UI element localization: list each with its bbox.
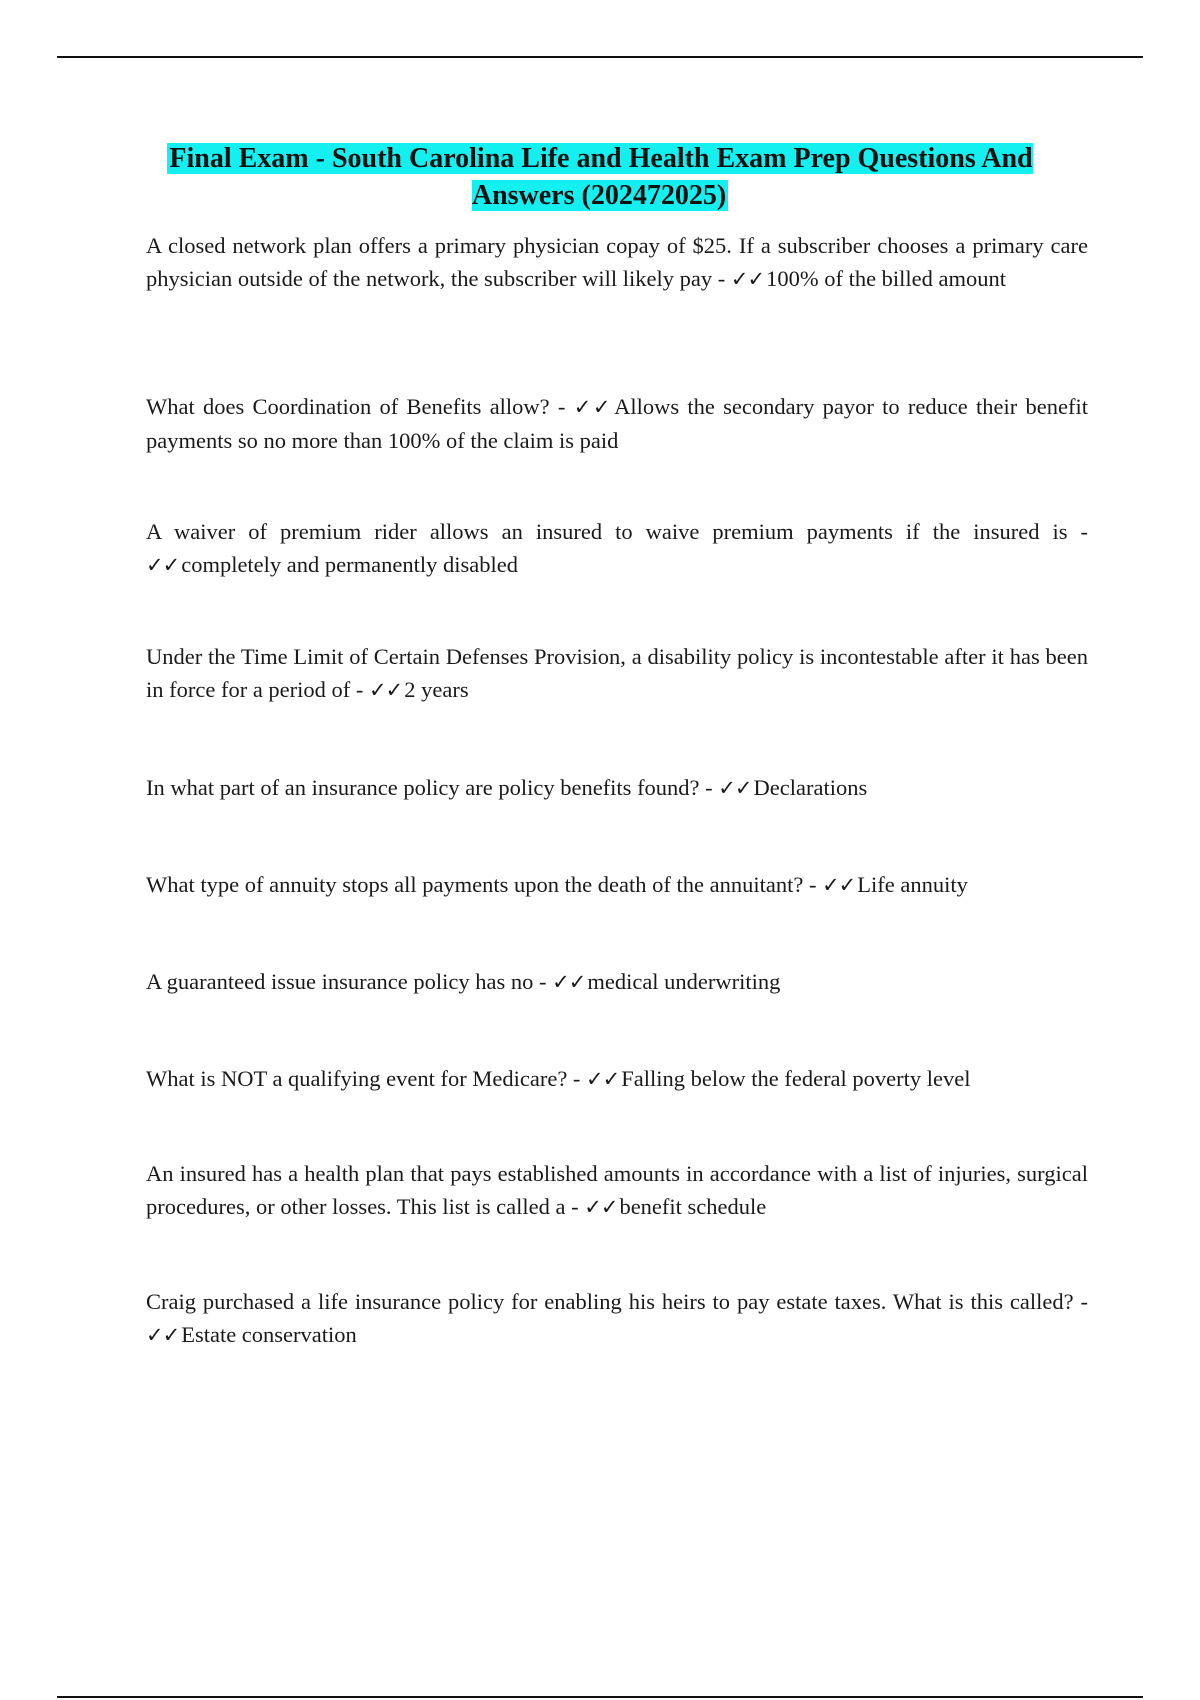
- qa-item-10: [146, 1285, 1088, 1352]
- question-text: Under the Time Limit of Certain Defenses Provision, a disability policy is incontestable after it has been in force for a period of -: [146, 644, 1088, 702]
- question-text: What does Coordination of Benefits allow? -: [146, 394, 566, 419]
- answer-text: medical underwriting: [587, 969, 781, 994]
- question-text: Craig purchased a life insurance policy for enabling his heirs to pay estate taxes. What is this called? -: [146, 1289, 1088, 1314]
- qa-item-5: [146, 771, 1088, 805]
- qa-item-7: [146, 965, 1088, 999]
- double-check-icon: ✓✓: [552, 970, 586, 994]
- qa-item-4: [146, 640, 1088, 707]
- answer-text: 2 years: [404, 677, 469, 702]
- answer-text: Estate conservation: [181, 1322, 357, 1347]
- qa-item-9: [146, 1157, 1088, 1224]
- answer-text: Allows the secondary payor to reduce their benefit payments so no more than 100% of the claim is paid: [146, 394, 1088, 453]
- qa-item-8: [146, 1062, 1088, 1096]
- double-check-icon: ✓✓: [146, 1323, 180, 1347]
- question-text: A waiver of premium rider allows an insured to waive premium payments if the insured is -: [146, 519, 1088, 544]
- double-check-icon: ✓✓: [586, 1067, 620, 1091]
- qa-item-2: [146, 390, 1088, 457]
- footer-rule: [57, 1696, 1143, 1698]
- page-title: [140, 140, 1060, 214]
- question-text: A closed network plan offers a primary physician copay of $25. If a subscriber chooses a primary care physician outside of the network, the subscriber will likely pay -: [146, 233, 1088, 291]
- double-check-icon: ✓✓: [146, 553, 180, 577]
- qa-item-3: [146, 515, 1088, 582]
- question-text: An insured has a health plan that pays established amounts in accordance with a list of injuries, surgical procedures, or other losses. This list is called a -: [146, 1161, 1088, 1219]
- question-text: What is NOT a qualifying event for Medicare? -: [146, 1066, 581, 1091]
- answer-text: completely and permanently disabled: [181, 552, 518, 577]
- qa-item-6: [146, 868, 1088, 902]
- title-highlight: Final Exam - South Carolina Life and Health Exam Prep Questions And Answers (202472025): [169, 143, 1033, 211]
- question-text: A guaranteed issue insurance policy has no -: [146, 969, 547, 994]
- question-text: In what part of an insurance policy are policy benefits found? -: [146, 775, 713, 800]
- answer-text: 100% of the billed amount: [766, 266, 1007, 291]
- question-text: What type of annuity stops all payments upon the death of the annuitant? -: [146, 872, 817, 897]
- double-check-icon: ✓✓: [822, 873, 856, 897]
- double-check-icon: ✓✓: [730, 267, 765, 291]
- answer-text: Falling below the federal poverty level: [621, 1066, 971, 1091]
- answer-text: benefit schedule: [619, 1194, 767, 1219]
- double-check-icon: ✓✓: [369, 678, 403, 702]
- double-check-icon: ✓✓: [584, 1195, 618, 1219]
- answer-text: Life annuity: [857, 872, 968, 897]
- double-check-icon: ✓✓: [573, 395, 613, 419]
- qa-item-1: [146, 229, 1088, 296]
- header-rule: [57, 56, 1143, 58]
- answer-text: Declarations: [753, 775, 868, 800]
- double-check-icon: ✓✓: [718, 776, 752, 800]
